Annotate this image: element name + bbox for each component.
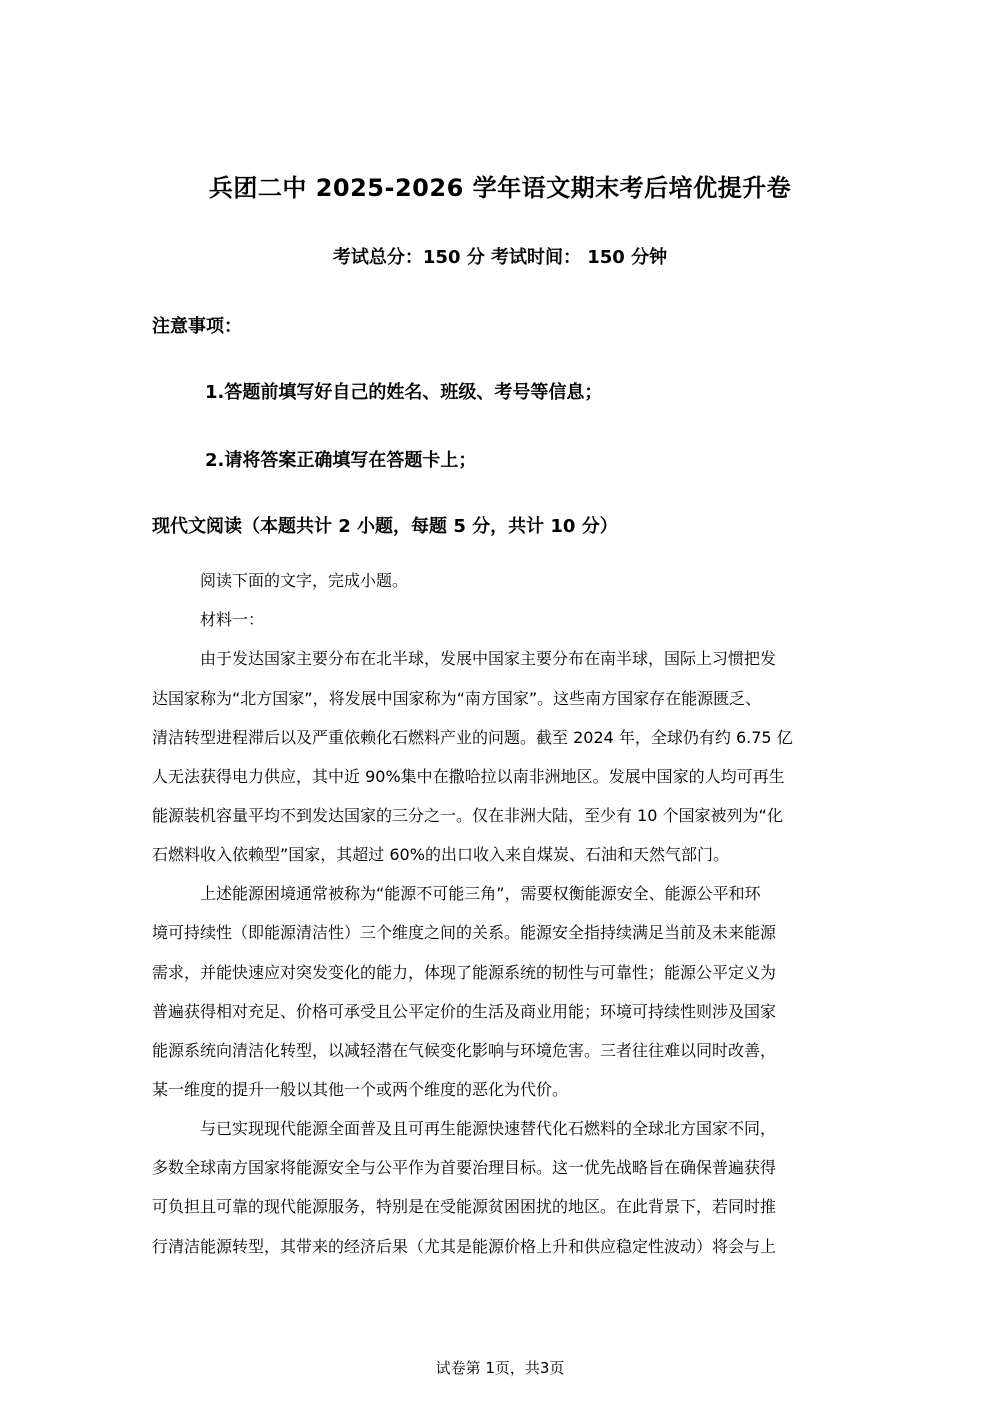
passage-line: 行清洁能源转型，其带来的经济后果（尤其是能源价格上升和供应稳定性波动）将会与上 <box>152 1237 777 1256</box>
passage-line: 人无法获得电力供应，其中近 90%集中在撒哈拉以南非洲地区。发展中国家的人均可再生 <box>152 767 785 786</box>
section-heading: 现代文阅读（本题共计 2 小题，每题 5 分，共计 10 分） <box>152 516 618 537</box>
passage-line: 与已实现现代能源全面普及且可再生能源快速替代化石燃料的全球北方国家不同， <box>200 1119 777 1138</box>
material-label: 材料一： <box>200 610 265 629</box>
passage-line: 达国家称为“北方国家”，将发展中国家称为“南方国家”。这些南方国家存在能源匮乏、 <box>152 689 762 708</box>
notice-item: 1.答题前填写好自己的姓名、班级、考号等信息； <box>205 382 603 403</box>
passage-line: 可负担且可靠的现代能源服务，特别是在受能源贫困困扰的地区。在此背景下，若同时推 <box>152 1197 777 1216</box>
passage-line: 普遍获得相对充足、价格可承受且公平定价的生活及商业用能；环境可持续性则涉及国家 <box>152 1002 777 1021</box>
instruction-line: 阅读下面的文字，完成小题。 <box>200 571 409 590</box>
passage-line: 境可持续性（即能源清洁性）三个维度之间的关系。能源安全指持续满足当前及未来能源 <box>152 923 777 942</box>
passage-line: 石燃料收入依赖型”国家，其超过 60%的出口收入来自煤炭、石油和天然气部门。 <box>152 845 729 864</box>
exam-title: 兵团二中 2025-2026 学年语文期末考后培优提升卷 <box>208 174 792 202</box>
passage-line: 清洁转型进程滞后以及严重依赖化石燃料产业的问题。截至 2024 年，全球仍有约 6.75 亿 <box>152 728 793 747</box>
passage-line: 需求，并能快速应对突发变化的能力，体现了能源系统的韧性与可靠性；能源公平定义为 <box>152 963 777 982</box>
passage-line: 能源系统向清洁化转型，以减轻潜在气候变化影响与环境危害。三者往往难以同时改善， <box>152 1041 777 1060</box>
page-number: 试卷第 1页，共3页 <box>435 1359 565 1377</box>
notice-item: 2.请将答案正确填写在答题卡上； <box>205 450 477 471</box>
exam-info: 考试总分：150 分 考试时间： 150 分钟 <box>332 247 668 268</box>
notice-heading: 注意事项： <box>152 316 242 337</box>
passage-line: 由于发达国家主要分布在北半球，发展中国家主要分布在南半球，国际上习惯把发 <box>200 649 777 668</box>
passage-line: 能源装机容量平均不到发达国家的三分之一。仅在非洲大陆，至少有 10 个国家被列为“化 <box>152 806 783 825</box>
passage-line: 多数全球南方国家将能源安全与公平作为首要治理目标。这一优先战略旨在确保普遍获得 <box>152 1158 777 1177</box>
passage-line: 上述能源困境通常被称为“能源不可能三角”，需要权衡能源安全、能源公平和环 <box>200 884 761 903</box>
passage-line: 某一维度的提升一般以其他一个或两个维度的恶化为代价。 <box>152 1080 569 1099</box>
